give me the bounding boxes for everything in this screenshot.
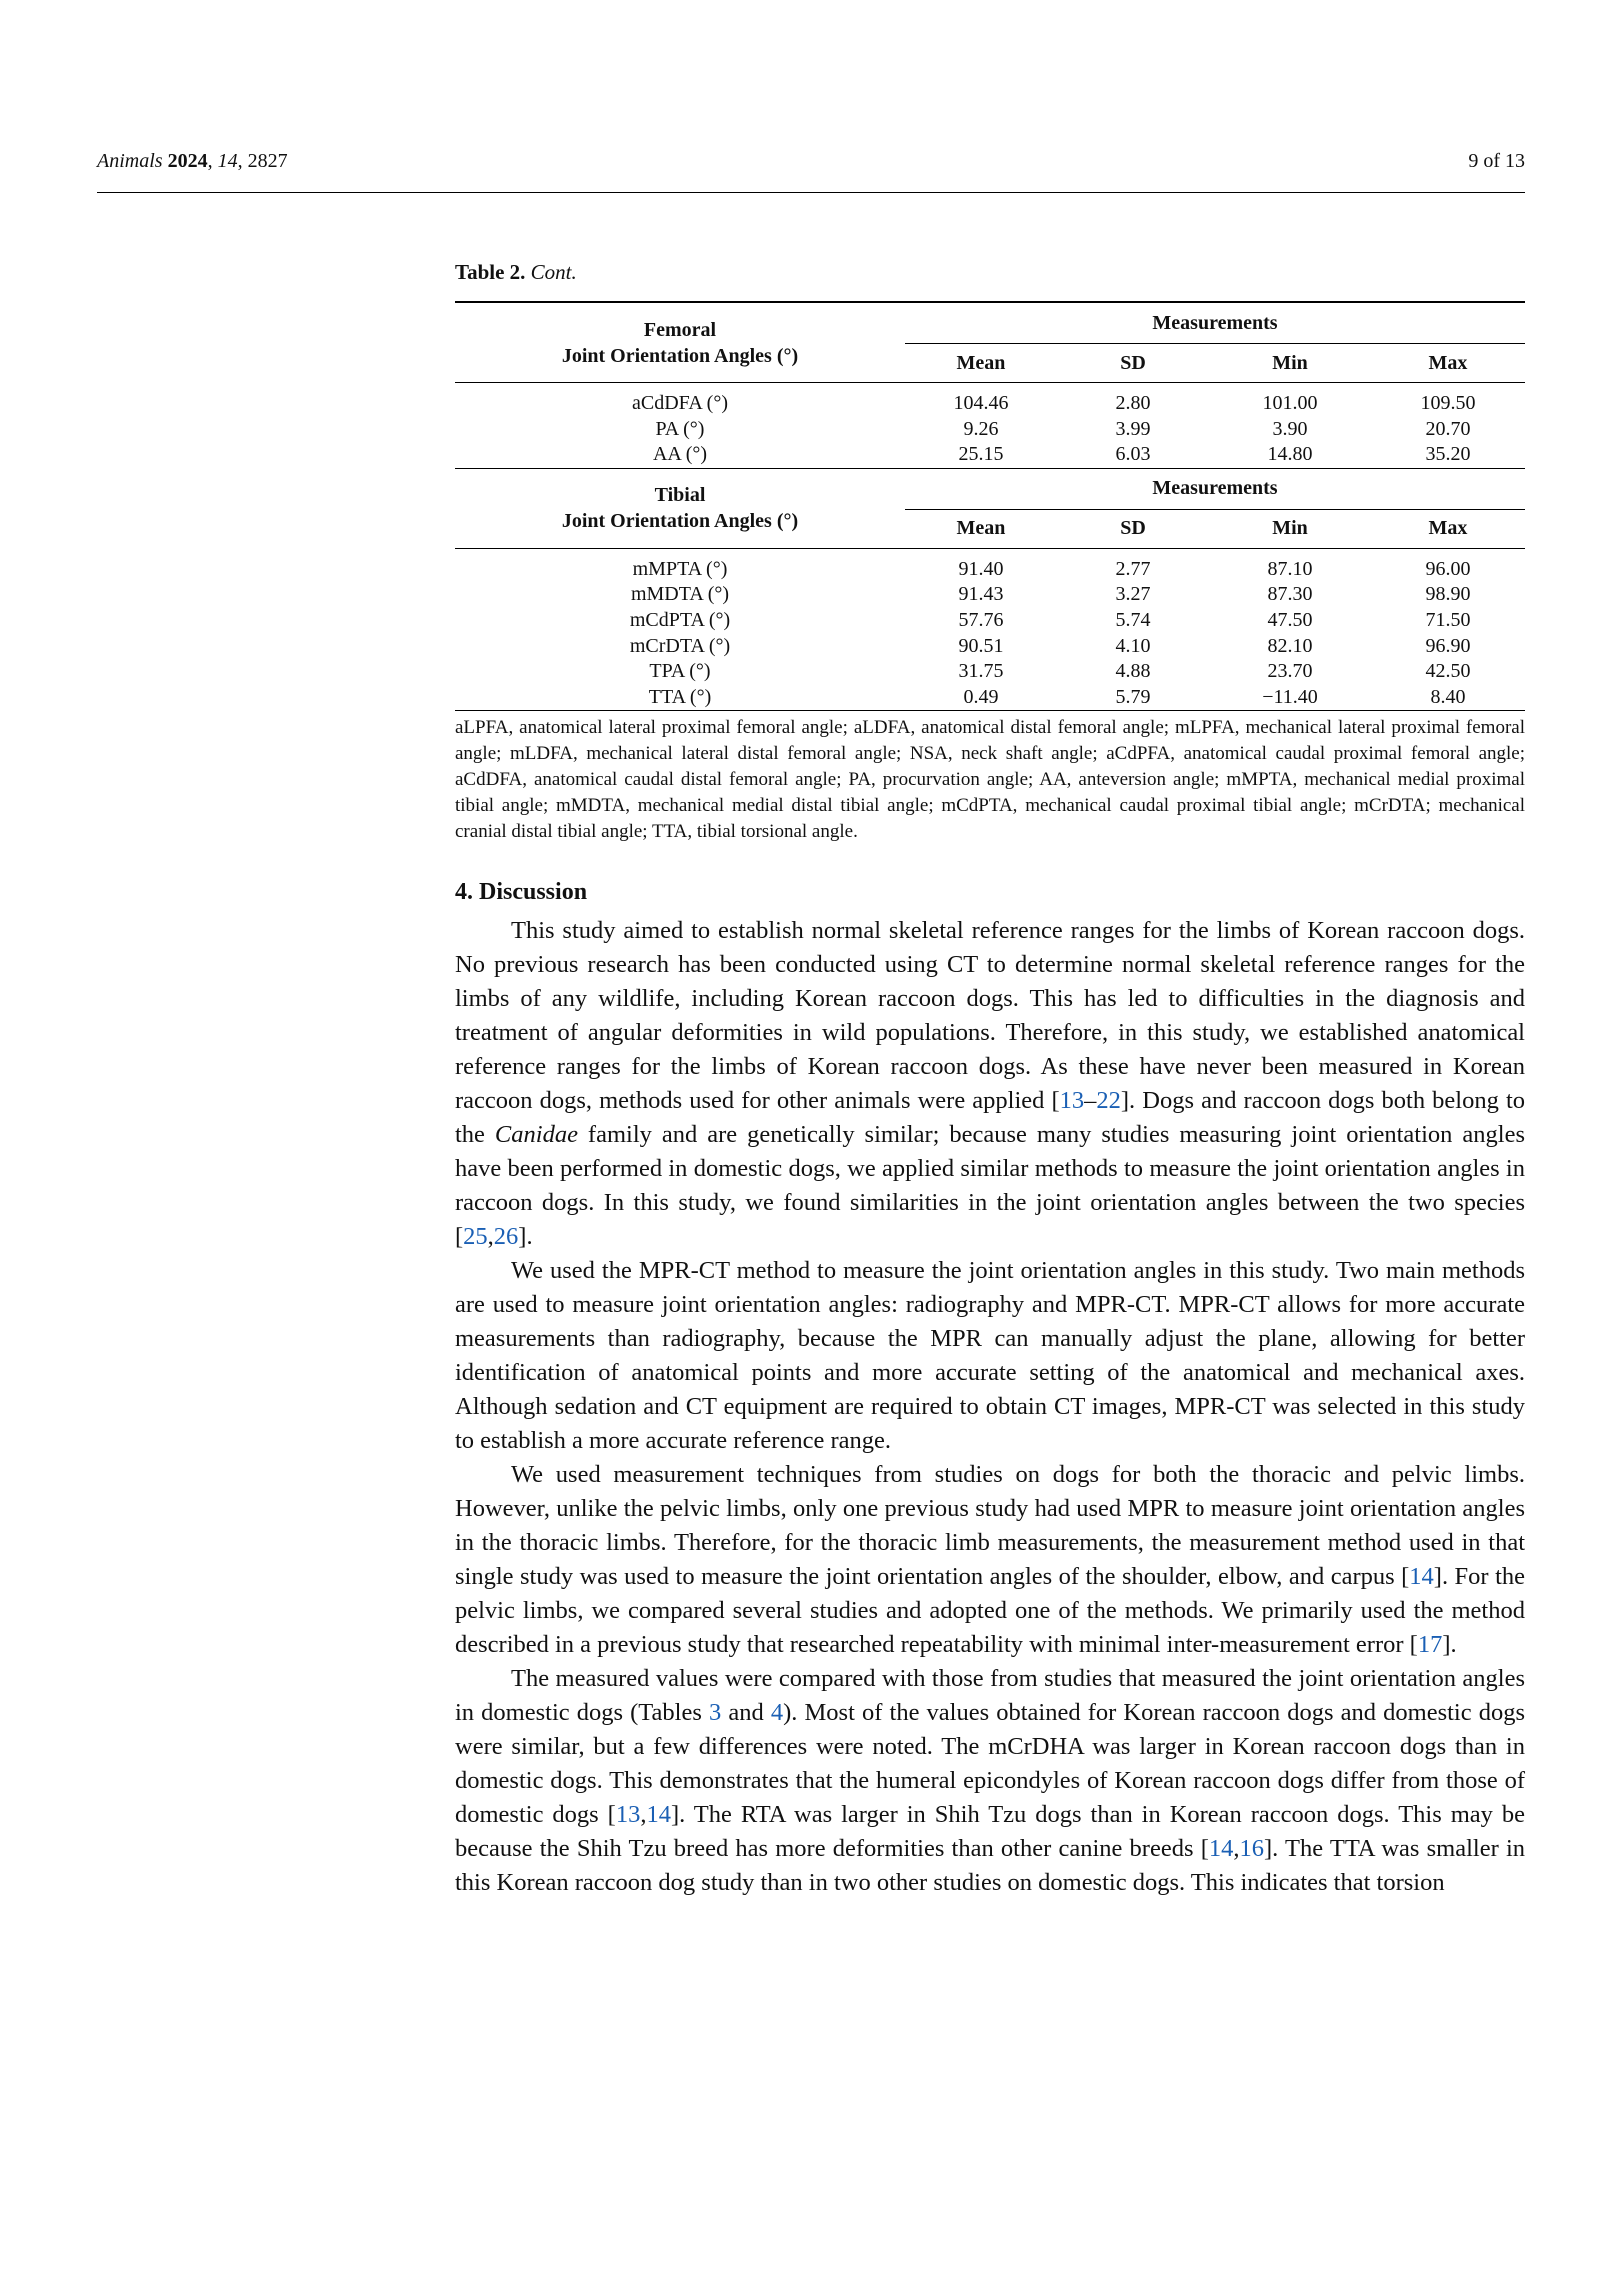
cell-sd: 4.88 (1115, 660, 1151, 683)
text-run: and (721, 1699, 771, 1727)
row-label: mMDTA (°) (630, 583, 730, 606)
citation-link[interactable]: 25 (463, 1223, 488, 1251)
cell-min: 47.50 (1267, 608, 1313, 631)
citation-link[interactable]: 22 (1096, 1087, 1121, 1115)
column-max: Max (1371, 344, 1525, 383)
table-row (455, 608, 1525, 634)
cell-mean: 91.43 (958, 583, 1004, 606)
citation-link[interactable]: 14 (646, 1801, 671, 1829)
column-mean: Mean (905, 509, 1057, 548)
row-label: TTA (°) (455, 685, 905, 711)
text-run: ). Most of the values obtained for Korean raccoon dogs and domestic dogs were similar, but a few differences were noted. The mCrDHA was larger in Korean raccoon dogs than in domestic dogs. This demonstrates that the humeral epicondyles of Korean raccoon dogs differ from those of domestic dogs [ (455, 1699, 1525, 1829)
tibial-header-row (455, 468, 1525, 509)
femoral-rows (455, 383, 1525, 469)
citation-link[interactable]: 14 (1409, 1563, 1434, 1591)
femoral-section-title (455, 302, 905, 383)
cell-min: 23.70 (1267, 660, 1313, 683)
column-min: Min (1209, 344, 1371, 383)
table-row (455, 582, 1525, 608)
text-run: ]. The TTA was smaller in this Korean raccoon dog study than in two other studies on domestic dogs. This indicates that torsion (455, 1835, 1526, 1897)
section-heading: 4. Discussion (455, 879, 588, 906)
citation-link[interactable]: 13 (615, 1801, 641, 1829)
table-link[interactable]: 4 (770, 1699, 784, 1727)
text-run: ]. (1442, 1631, 1457, 1659)
row-label: aCdDFA (°) (632, 392, 728, 414)
cell-mean: 90.51 (958, 634, 1004, 657)
cell-sd: 6.03 (1057, 442, 1209, 468)
column-mean: Mean (905, 344, 1057, 383)
citation-link[interactable]: 13 (1059, 1087, 1085, 1115)
text-run: We used measurement techniques from studies on dogs for both the thoracic and pelvic limbs. However, unlike the pelvic limbs, only one previous study had used MPR to measure joint orientation angles in the thoracic limbs. Therefore, for the thoracic limb measurements, the measurement method used in that single study was used to measure the joint orientation angles of the shoulder, elbow, and carpus [ (455, 1461, 1525, 1591)
cell-sd: 5.74 (1115, 608, 1151, 631)
cell-sd: 3.99 (1115, 417, 1151, 440)
cell-max: 96.00 (1425, 557, 1471, 580)
cell-sd: 2.77 (1115, 557, 1151, 580)
citation-link[interactable]: 26 (493, 1223, 519, 1251)
cell-mean: 104.46 (953, 392, 1009, 414)
paragraph: We used the MPR-CT method to measure the joint orientation angles in this study. Two main methods are used to measure joint orientation angles: radiography and MPR-CT. MPR-CT allows for more accurate measurements than radiography, because the MPR can manually adjust the plane, allowing for better identification of anatomical points and more accurate setting of the anatomical and mechanical axes. Although sedation and CT equipment are required to obtain CT images, MPR-CT was selected in this study to establish a more accurate reference range. (455, 1257, 1525, 1455)
cell-min: 101.00 (1262, 392, 1318, 414)
cell-sd: 5.79 (1057, 685, 1209, 711)
table-caption-cont: Cont. (530, 260, 577, 284)
tibial-title-line1: Tibial (654, 484, 706, 507)
cell-max: 8.40 (1371, 685, 1525, 711)
cell-min: 14.80 (1209, 442, 1371, 468)
text-run: , (487, 1223, 494, 1251)
tibial-rows (455, 548, 1525, 711)
cell-max: 98.90 (1425, 583, 1471, 606)
cell-max: 35.20 (1371, 442, 1525, 468)
table-caption-label: Table 2. (455, 260, 526, 284)
text-run: , (1233, 1835, 1240, 1863)
table-row (455, 548, 1525, 582)
table-row (455, 634, 1525, 660)
text-run: ]. (518, 1223, 533, 1251)
femoral-title-line1: Femoral (643, 318, 717, 341)
citation-link[interactable]: 17 (1417, 1631, 1443, 1659)
table-row (455, 442, 1525, 468)
text-run: ]. For the pelvic limbs, we compared several studies and adopted one of the methods. We primarily used the method described in a previous study that researched repeatability with minimal inter-measurement error [ (455, 1563, 1526, 1659)
cell-mean: 25.15 (905, 442, 1057, 468)
cell-max: 42.50 (1425, 660, 1471, 683)
row-label: mCdPTA (°) (629, 608, 731, 631)
femoral-measurements-header: Measurements (905, 302, 1525, 344)
cell-mean: 9.26 (963, 417, 999, 440)
column-max: Max (1371, 509, 1525, 548)
text-run: ]. The RTA was larger in Shih Tzu dogs than in Korean raccoon dogs. This may be because the Shih Tzu breed has more deformities than other canine breeds [ (455, 1801, 1525, 1863)
paragraph (455, 1662, 1525, 1900)
cell-mean: 57.76 (958, 608, 1004, 631)
cell-mean: 91.40 (958, 557, 1004, 580)
paragraph (455, 1458, 1525, 1662)
text-run: – (1084, 1087, 1097, 1115)
row-label: AA (°) (455, 442, 905, 468)
table-row (455, 417, 1525, 443)
page-number: 9 of 13 (1468, 150, 1525, 172)
row-label: TPA (°) (649, 660, 711, 683)
cell-max: 71.50 (1425, 608, 1471, 631)
text-run: The measured values were compared with those from studies that measured the joint orientation angles in domestic dogs (Tables (455, 1665, 1525, 1727)
header-rule (97, 192, 1525, 193)
cell-sd: 4.10 (1115, 634, 1151, 657)
text-run: ]. Dogs and raccoon dogs both belong to the (455, 1087, 1525, 1149)
article-number: 2827 (247, 150, 288, 172)
text-run: This study aimed to establish normal skeletal reference ranges for the limbs of Korean raccoon dogs. No previous research has been conducted using CT to determine normal skeletal reference ranges for the limbs of any wildlife, including Korean raccoon dogs. This has led to difficulties in the diagnosis and treatment of angular deformities in wild populations. Therefore, in this study, we established anatomical reference ranges for the limbs of Korean raccoon dogs. As these have never been measured in Korean raccoon dogs, methods used for other animals were applied [ (455, 917, 1525, 1115)
taxon-name: Canidae (494, 1121, 578, 1149)
journal-citation: Animals 2024, 14, 2827 (97, 150, 288, 172)
text-run: family and are genetically similar; because many studies measuring joint orientation angles have been performed in domestic dogs, we applied similar methods to measure the joint orientation angles in raccoon dogs. In this study, we found similarities in the joint orientation angles between the two species [ (455, 1121, 1525, 1251)
cell-max: 109.50 (1420, 392, 1476, 414)
table-row (455, 659, 1525, 685)
cell-min: 87.10 (1267, 557, 1313, 580)
cell-sd: 2.80 (1115, 392, 1151, 414)
journal-volume: 14 (217, 150, 238, 172)
paragraph (455, 914, 1525, 1254)
page-header (97, 150, 1525, 190)
table-link[interactable]: 3 (709, 1699, 722, 1727)
cell-min: 87.30 (1267, 583, 1313, 606)
cell-min: 3.90 (1272, 417, 1308, 440)
cell-sd: 3.27 (1115, 583, 1151, 606)
tibial-section-title (455, 468, 905, 548)
table-footnote: aLPFA, anatomical lateral proximal femoral angle; aLDFA, anatomical distal femoral angle; mLPFA, mechanical lateral proximal femoral angle; mLDFA, mechanical lateral distal femoral angle; NSA, neck shaft angle; aCdPFA, anatomical caudal proximal femoral angle; aCdDFA, anatomical caudal distal femoral angle; PA, procurvation angle; AA, anteversion angle; mMPTA, mechanical medial proximal tibial angle; mMDTA, mechanical medial distal tibial angle; mCdPTA, mechanical caudal proximal tibial angle; mCrDTA; mechanical cranial distal tibial angle; TTA, tibial torsional angle. (455, 717, 1525, 843)
row-label: PA (°) (655, 417, 705, 440)
cell-max: 20.70 (1425, 417, 1471, 440)
citation-link[interactable]: 16 (1239, 1835, 1264, 1863)
femoral-title-line2: Joint Orientation Angles (°) (561, 344, 799, 367)
cell-mean: 0.49 (905, 685, 1057, 711)
journal-year: 2024 (167, 150, 208, 172)
text-run: , (640, 1801, 647, 1829)
femoral-header-row (455, 302, 1525, 344)
tibial-title-line2: Joint Orientation Angles (°) (561, 510, 799, 533)
column-sd: SD (1057, 344, 1209, 383)
page-content (455, 260, 1525, 1900)
cell-min: −11.40 (1209, 685, 1371, 711)
column-min: Min (1209, 509, 1371, 548)
row-label: mMPTA (°) (632, 557, 728, 580)
cell-max: 96.90 (1425, 634, 1471, 657)
journal-name: Animals (97, 150, 163, 172)
column-sd: SD (1057, 509, 1209, 548)
data-table (455, 301, 1525, 711)
tibial-measurements-header: Measurements (905, 468, 1525, 509)
table-row (455, 685, 1525, 711)
cell-min: 82.10 (1267, 634, 1313, 657)
citation-link[interactable]: 14 (1208, 1835, 1234, 1863)
cell-mean: 31.75 (958, 660, 1004, 683)
row-label: mCrDTA (°) (629, 634, 731, 657)
table-row (455, 383, 1525, 417)
table-caption (455, 260, 1525, 285)
